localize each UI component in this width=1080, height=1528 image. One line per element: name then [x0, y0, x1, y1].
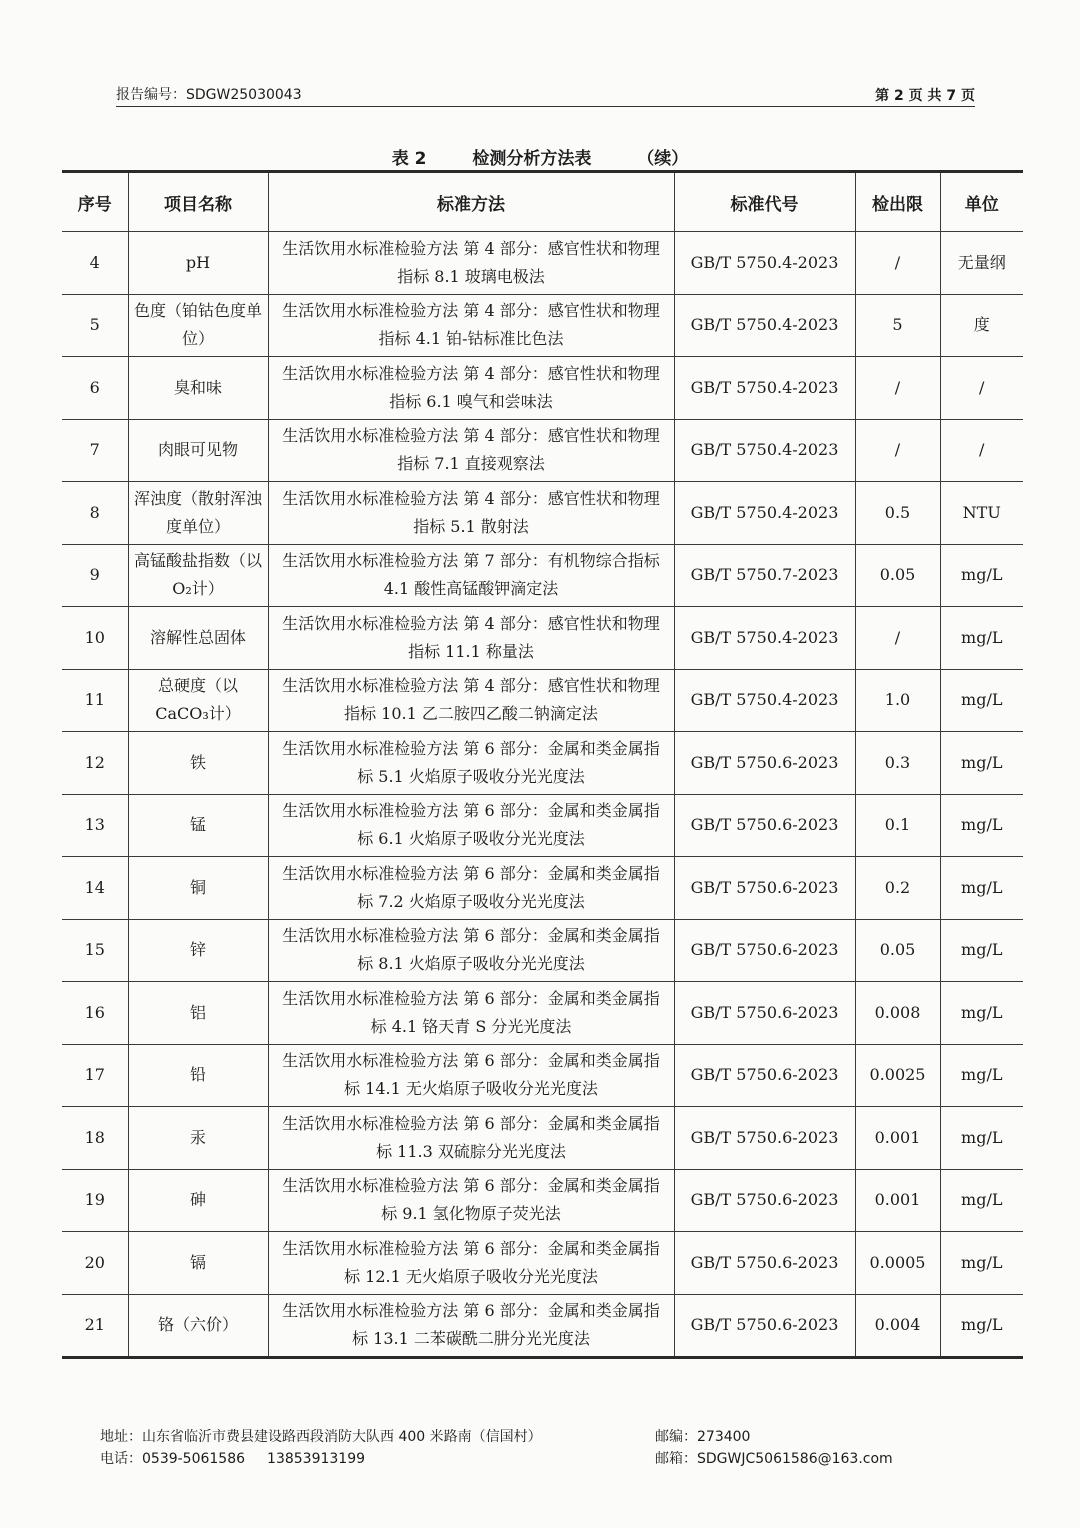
- footer-phone: [100, 1448, 542, 1470]
- cell-method: 生活饮用水标准检验方法 第 6 部分：金属和类金属指标 9.1 氢化物原子荧光法: [268, 1169, 674, 1232]
- header-item: 项目名称: [128, 172, 268, 232]
- cell-code: GB/T 5750.6-2023: [674, 732, 855, 795]
- cell-no: 6: [62, 357, 128, 420]
- table-row: [62, 357, 1023, 420]
- cell-item-name: 色度（铂钴色度单位）: [128, 294, 268, 357]
- cell-limit: 0.001: [855, 1107, 940, 1170]
- footer-email: 邮箱：SDGWJC5061586@163.com: [655, 1451, 893, 1467]
- table-row: [62, 1232, 1023, 1295]
- cell-limit: 0.0005: [855, 1232, 940, 1295]
- table-row: [62, 1294, 1023, 1358]
- table-row: [62, 982, 1023, 1045]
- cell-code: GB/T 5750.6-2023: [674, 857, 855, 920]
- cell-unit: mg/L: [940, 669, 1023, 732]
- cell-item-name: 高锰酸盐指数（以 O₂计）: [128, 544, 268, 607]
- table-header-row: [62, 172, 1023, 232]
- table-title: 检测分析方法表: [472, 149, 592, 169]
- cell-code: GB/T 5750.4-2023: [674, 357, 855, 420]
- cell-item-name: 铬（六价）: [128, 1294, 268, 1358]
- table-row: [62, 607, 1023, 670]
- cell-no: 15: [62, 919, 128, 982]
- table-row: [62, 794, 1023, 857]
- cell-limit: 1.0: [855, 669, 940, 732]
- cell-item-name: 肉眼可见物: [128, 419, 268, 482]
- cell-code: GB/T 5750.4-2023: [674, 419, 855, 482]
- table-continued: （续）: [637, 149, 689, 169]
- cell-no: 21: [62, 1294, 128, 1358]
- cell-item-name: 锌: [128, 919, 268, 982]
- cell-limit: /: [855, 607, 940, 670]
- cell-limit: 0.05: [855, 544, 940, 607]
- table-row: [62, 232, 1023, 295]
- cell-item-name: pH: [128, 232, 268, 295]
- cell-item-name: 总硬度（以 CaCO₃计）: [128, 669, 268, 732]
- cell-method: 生活饮用水标准检验方法 第 6 部分：金属和类金属指标 6.1 火焰原子吸收分光光度法: [268, 794, 674, 857]
- page-header: [116, 82, 975, 107]
- cell-code: GB/T 5750.6-2023: [674, 1294, 855, 1358]
- footer-postcode: 邮编：273400: [655, 1429, 751, 1445]
- cell-item-name: 臭和味: [128, 357, 268, 420]
- table-row: [62, 857, 1023, 920]
- cell-item-name: 锰: [128, 794, 268, 857]
- table-row: [62, 294, 1023, 357]
- cell-unit: mg/L: [940, 732, 1023, 795]
- report-number: 报告编号：SDGW25030043: [116, 87, 302, 103]
- cell-method: 生活饮用水标准检验方法 第 6 部分：金属和类金属指标 4.1 铬天青 S 分光光度法: [268, 982, 674, 1045]
- cell-no: 4: [62, 232, 128, 295]
- cell-code: GB/T 5750.6-2023: [674, 1044, 855, 1107]
- cell-limit: 0.001: [855, 1169, 940, 1232]
- cell-item-name: 溶解性总固体: [128, 607, 268, 670]
- table-label: 表 2: [391, 149, 427, 169]
- cell-item-name: 汞: [128, 1107, 268, 1170]
- cell-no: 5: [62, 294, 128, 357]
- cell-method: 生活饮用水标准检验方法 第 4 部分：感官性状和物理指标 6.1 嗅气和尝味法: [268, 357, 674, 420]
- cell-code: GB/T 5750.6-2023: [674, 1169, 855, 1232]
- cell-code: GB/T 5750.6-2023: [674, 919, 855, 982]
- cell-no: 16: [62, 982, 128, 1045]
- cell-unit: mg/L: [940, 607, 1023, 670]
- cell-code: GB/T 5750.4-2023: [674, 607, 855, 670]
- cell-code: GB/T 5750.6-2023: [674, 1107, 855, 1170]
- cell-item-name: 铁: [128, 732, 268, 795]
- header-code: 标准代号: [674, 172, 855, 232]
- cell-item-name: 镉: [128, 1232, 268, 1295]
- cell-method: 生活饮用水标准检验方法 第 4 部分：感官性状和物理指标 10.1 乙二胺四乙酸二钠滴定法: [268, 669, 674, 732]
- cell-no: 7: [62, 419, 128, 482]
- cell-method: 生活饮用水标准检验方法 第 6 部分：金属和类金属指标 12.1 无火焰原子吸收分光光度法: [268, 1232, 674, 1295]
- cell-limit: 0.2: [855, 857, 940, 920]
- cell-item-name: 浑浊度（散射浑浊度单位）: [128, 482, 268, 545]
- cell-code: GB/T 5750.4-2023: [674, 294, 855, 357]
- cell-method: 生活饮用水标准检验方法 第 4 部分：感官性状和物理指标 4.1 铂-钴标准比色法: [268, 294, 674, 357]
- cell-unit: mg/L: [940, 982, 1023, 1045]
- cell-method: 生活饮用水标准检验方法 第 4 部分：感官性状和物理指标 11.1 称量法: [268, 607, 674, 670]
- footer-address: 地址：山东省临沂市费县建设路西段消防大队西 400 米路南（信国村）: [100, 1429, 542, 1445]
- cell-unit: mg/L: [940, 1044, 1023, 1107]
- cell-no: 13: [62, 794, 128, 857]
- table-row: [62, 1169, 1023, 1232]
- footer-phone-2: 13853913199: [267, 1451, 366, 1467]
- cell-method: 生活饮用水标准检验方法 第 6 部分：金属和类金属指标 14.1 无火焰原子吸收分光光度法: [268, 1044, 674, 1107]
- cell-limit: 0.5: [855, 482, 940, 545]
- table-row: [62, 1044, 1023, 1107]
- cell-no: 11: [62, 669, 128, 732]
- table-row: [62, 919, 1023, 982]
- cell-unit: mg/L: [940, 1107, 1023, 1170]
- cell-method: 生活饮用水标准检验方法 第 4 部分：感官性状和物理指标 8.1 玻璃电极法: [268, 232, 674, 295]
- cell-method: 生活饮用水标准检验方法 第 4 部分：感官性状和物理指标 5.1 散射法: [268, 482, 674, 545]
- method-table: [62, 170, 1023, 1359]
- cell-unit: mg/L: [940, 1232, 1023, 1295]
- footer-phone-label: 电话：: [100, 1451, 142, 1467]
- cell-unit: mg/L: [940, 1294, 1023, 1358]
- cell-method: 生活饮用水标准检验方法 第 6 部分：金属和类金属指标 8.1 火焰原子吸收分光光度法: [268, 919, 674, 982]
- cell-unit: mg/L: [940, 919, 1023, 982]
- cell-unit: mg/L: [940, 794, 1023, 857]
- cell-no: 12: [62, 732, 128, 795]
- table-row: [62, 732, 1023, 795]
- cell-limit: 0.0025: [855, 1044, 940, 1107]
- cell-method: 生活饮用水标准检验方法 第 6 部分：金属和类金属指标 5.1 火焰原子吸收分光光度法: [268, 732, 674, 795]
- cell-code: GB/T 5750.4-2023: [674, 669, 855, 732]
- header-no: 序号: [62, 172, 128, 232]
- cell-limit: /: [855, 232, 940, 295]
- cell-code: GB/T 5750.7-2023: [674, 544, 855, 607]
- cell-item-name: 砷: [128, 1169, 268, 1232]
- cell-method: 生活饮用水标准检验方法 第 7 部分：有机物综合指标 4.1 酸性高锰酸钾滴定法: [268, 544, 674, 607]
- header-unit: 单位: [940, 172, 1023, 232]
- table-caption: [0, 144, 1080, 169]
- cell-limit: 0.004: [855, 1294, 940, 1358]
- cell-no: 18: [62, 1107, 128, 1170]
- cell-no: 19: [62, 1169, 128, 1232]
- cell-code: GB/T 5750.6-2023: [674, 794, 855, 857]
- cell-method: 生活饮用水标准检验方法 第 6 部分：金属和类金属指标 7.2 火焰原子吸收分光光度法: [268, 857, 674, 920]
- cell-no: 8: [62, 482, 128, 545]
- cell-item-name: 铜: [128, 857, 268, 920]
- cell-limit: /: [855, 419, 940, 482]
- cell-code: GB/T 5750.6-2023: [674, 982, 855, 1045]
- table-row: [62, 419, 1023, 482]
- cell-unit: mg/L: [940, 544, 1023, 607]
- cell-method: 生活饮用水标准检验方法 第 6 部分：金属和类金属指标 11.3 双硫腙分光光度法: [268, 1107, 674, 1170]
- footer-phone-1: 0539-5061586: [142, 1451, 246, 1467]
- cell-item-name: 铝: [128, 982, 268, 1045]
- cell-code: GB/T 5750.4-2023: [674, 482, 855, 545]
- cell-unit: /: [940, 357, 1023, 420]
- cell-unit: mg/L: [940, 1169, 1023, 1232]
- cell-limit: 5: [855, 294, 940, 357]
- cell-no: 9: [62, 544, 128, 607]
- cell-limit: /: [855, 357, 940, 420]
- cell-method: 生活饮用水标准检验方法 第 4 部分：感官性状和物理指标 7.1 直接观察法: [268, 419, 674, 482]
- cell-no: 20: [62, 1232, 128, 1295]
- table-row: [62, 544, 1023, 607]
- cell-unit: 度: [940, 294, 1023, 357]
- cell-no: 17: [62, 1044, 128, 1107]
- cell-limit: 0.008: [855, 982, 940, 1045]
- page-indicator: 第 2 页 共 7 页: [875, 88, 975, 104]
- cell-unit: /: [940, 419, 1023, 482]
- table-row: [62, 1107, 1023, 1170]
- cell-code: GB/T 5750.4-2023: [674, 232, 855, 295]
- table-row: [62, 669, 1023, 732]
- cell-unit: NTU: [940, 482, 1023, 545]
- cell-method: 生活饮用水标准检验方法 第 6 部分：金属和类金属指标 13.1 二苯碳酰二肼分光光度法: [268, 1294, 674, 1358]
- header-method: 标准方法: [268, 172, 674, 232]
- cell-limit: 0.3: [855, 732, 940, 795]
- cell-unit: 无量纲: [940, 232, 1023, 295]
- cell-unit: mg/L: [940, 857, 1023, 920]
- cell-item-name: 铅: [128, 1044, 268, 1107]
- cell-no: 10: [62, 607, 128, 670]
- cell-no: 14: [62, 857, 128, 920]
- table-row: [62, 482, 1023, 545]
- header-limit: 检出限: [855, 172, 940, 232]
- cell-code: GB/T 5750.6-2023: [674, 1232, 855, 1295]
- cell-limit: 0.1: [855, 794, 940, 857]
- cell-limit: 0.05: [855, 919, 940, 982]
